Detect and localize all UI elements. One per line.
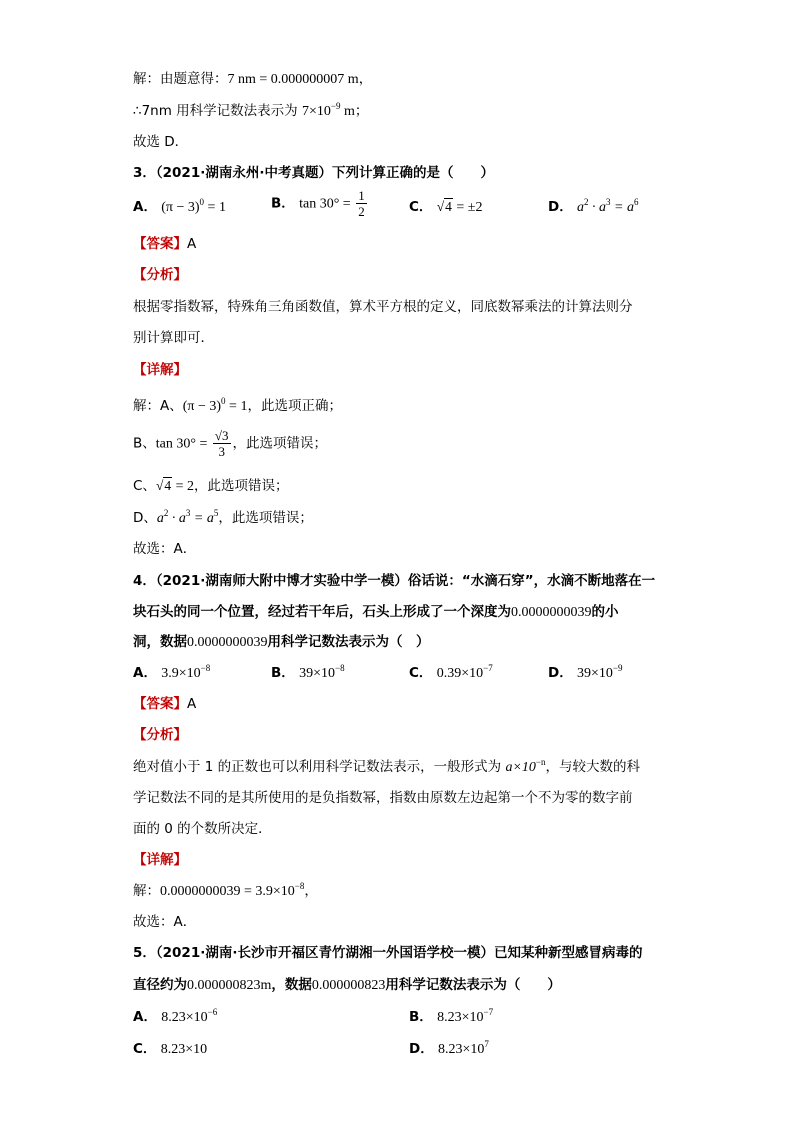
prev-solution-line3: 故选 D． bbox=[133, 134, 189, 150]
q3-analysis-line2: 别计算即可． bbox=[133, 330, 214, 346]
math-exp: 3 bbox=[606, 197, 611, 207]
math-base: (π − 3) bbox=[182, 399, 222, 414]
answer-tag: 【答案】 bbox=[133, 696, 187, 712]
q5-option-c bbox=[133, 1037, 207, 1058]
prev-solution-line2 bbox=[133, 99, 368, 120]
text: 解：A、 bbox=[133, 398, 183, 414]
text: ，此选项错误； bbox=[232, 435, 328, 452]
sqrt-radicand: 4 bbox=[164, 478, 172, 493]
answer-value: A bbox=[187, 696, 197, 712]
math-base: 8.23×10 bbox=[437, 1010, 484, 1025]
math bbox=[436, 663, 493, 681]
math-exp: −8 bbox=[335, 663, 345, 673]
math-exp: 5 bbox=[213, 508, 219, 518]
math-var: a bbox=[577, 200, 585, 215]
q3-option-a bbox=[133, 195, 226, 216]
q3-detail-line3 bbox=[133, 474, 289, 495]
text: ∴7nm 用科学记数法表示为 bbox=[133, 103, 302, 119]
text: 的小 bbox=[591, 604, 619, 620]
q3-option-b bbox=[271, 188, 369, 219]
math-exp: −8 bbox=[294, 881, 305, 891]
option-label: A． bbox=[133, 199, 157, 215]
math-exp: 7 bbox=[484, 1039, 489, 1049]
math bbox=[299, 663, 345, 681]
q3-option-c bbox=[409, 195, 482, 216]
math-var: · a bbox=[168, 511, 186, 526]
fraction-numerator: √3 bbox=[214, 428, 229, 443]
fraction-denominator: 3 bbox=[218, 444, 225, 459]
math-exp: 6 bbox=[633, 197, 639, 207]
q4-answer bbox=[133, 692, 196, 712]
text: D、 bbox=[133, 510, 157, 526]
q4-detail-tag: 【详解】 bbox=[133, 852, 187, 868]
math bbox=[577, 197, 639, 215]
text: 块石头的同一个位置，经过若干年后，石头上形成了一个深度为 bbox=[133, 604, 511, 620]
math-base: 0.39×10 bbox=[436, 666, 484, 681]
math: tan 30° = bbox=[155, 436, 211, 452]
math-var: = a bbox=[190, 511, 214, 526]
math-exp: −8 bbox=[200, 663, 211, 673]
question-5-title-line2 bbox=[133, 973, 561, 994]
math-rest: = 2 bbox=[172, 479, 195, 494]
q3-detail-line4 bbox=[133, 506, 313, 527]
math-rest: = 1 bbox=[225, 399, 248, 414]
math: tan 30° = bbox=[299, 196, 355, 212]
q4-option-d bbox=[548, 661, 623, 682]
text: ，此选项错误； bbox=[218, 510, 313, 526]
math: 0.000000823m bbox=[187, 978, 272, 993]
math-base: 8.23×10 bbox=[160, 1042, 208, 1057]
math-exp: −7 bbox=[483, 663, 493, 673]
text: 洞，数据 bbox=[133, 634, 187, 650]
math: 0.0000000039 bbox=[187, 635, 268, 650]
math bbox=[156, 508, 219, 526]
math-base: (π − 3) bbox=[161, 200, 200, 215]
sqrt: √4 bbox=[155, 478, 172, 493]
q4-detail-line1 bbox=[133, 879, 318, 900]
q5-option-d bbox=[409, 1037, 489, 1058]
math-base: 3.9×10 bbox=[161, 666, 201, 681]
text: 解：由题意得： bbox=[133, 71, 228, 87]
math bbox=[301, 101, 355, 119]
question-3-title: 3．（2021·湖南永州·中考真题）下列计算正确的是（ ） bbox=[133, 165, 494, 181]
math-exp: −6 bbox=[207, 1007, 218, 1017]
fraction bbox=[213, 428, 231, 459]
math-exp: 3 bbox=[185, 508, 191, 518]
math-exp: 0 bbox=[221, 396, 226, 406]
fraction bbox=[356, 188, 367, 219]
answer-tag: 【答案】 bbox=[133, 236, 187, 252]
question-4-title-line1: 4．（2021·湖南师大附中博才实验中学一模）俗话说：“水滴石穿”，水滴不断地落在一 bbox=[133, 573, 656, 589]
math-base: a×10 bbox=[505, 760, 536, 775]
math bbox=[182, 396, 248, 414]
option-label: A． bbox=[133, 665, 157, 681]
text: ，此选项错误； bbox=[194, 478, 289, 494]
math-exp: −9 bbox=[612, 663, 623, 673]
option-label: C． bbox=[133, 1041, 157, 1057]
option-label: D． bbox=[548, 665, 573, 681]
q3-analysis-tag: 【分析】 bbox=[133, 267, 187, 283]
math-rest: = ±2 bbox=[452, 200, 483, 215]
question-4-title-line3 bbox=[133, 630, 430, 651]
option-label: A． bbox=[133, 1009, 157, 1025]
math bbox=[437, 1007, 494, 1025]
option-label: C． bbox=[409, 665, 433, 681]
math-rest: = 1 bbox=[204, 200, 226, 215]
answer-value: A bbox=[187, 236, 197, 252]
question-4-title-line2 bbox=[133, 600, 619, 621]
math-exp: 2 bbox=[163, 508, 169, 518]
math-exp: −7 bbox=[483, 1007, 494, 1017]
q5-option-a bbox=[133, 1005, 217, 1026]
text: ， bbox=[358, 71, 373, 87]
text: 解： bbox=[133, 883, 160, 899]
q3-option-d bbox=[548, 195, 638, 216]
option-label: D． bbox=[548, 199, 573, 215]
math-base: 7×10 bbox=[301, 104, 331, 119]
text: 用科学记数法表示为（ ） bbox=[267, 634, 430, 650]
q4-analysis-tag: 【分析】 bbox=[133, 727, 187, 743]
q4-analysis-line1 bbox=[133, 755, 640, 776]
math-base: 39×10 bbox=[299, 666, 335, 681]
q5-option-b bbox=[409, 1005, 493, 1026]
fraction-numerator: 1 bbox=[358, 188, 365, 203]
math-var: a bbox=[156, 511, 164, 526]
math bbox=[505, 757, 546, 775]
q4-option-c bbox=[409, 661, 493, 682]
math-unit: m bbox=[340, 104, 355, 119]
math-var: · a bbox=[588, 200, 607, 215]
math-base: 39×10 bbox=[577, 666, 613, 681]
q4-analysis-line3: 面的 0 的个数所决定． bbox=[133, 821, 272, 837]
option-label: B． bbox=[271, 665, 295, 681]
fraction-denominator: 2 bbox=[358, 204, 365, 219]
math: 0.000000823 bbox=[311, 978, 386, 993]
sqrt-radicand: 4 bbox=[445, 199, 452, 214]
option-label: B． bbox=[409, 1009, 433, 1025]
math-var: = a bbox=[610, 200, 634, 215]
question-5-title-line1: 5．（2021·湖南·长沙市开福区青竹湖湘一外国语学校一模）已知某种新型感冒病毒的 bbox=[133, 945, 643, 961]
math bbox=[161, 197, 226, 215]
text: ，与较大数的科 bbox=[545, 759, 640, 775]
q4-analysis-line2: 学记数法不同的是其所使用的是负指数幂，指数由原数左边起第一个不为零的数字前 bbox=[133, 790, 633, 806]
text: ； bbox=[354, 103, 369, 119]
q3-detail-tag: 【详解】 bbox=[133, 362, 187, 378]
q3-detail-line1 bbox=[133, 394, 342, 415]
option-label: B． bbox=[271, 195, 295, 212]
math-exp: 0 bbox=[199, 197, 205, 207]
math-exp: −9 bbox=[330, 101, 341, 111]
math bbox=[161, 1007, 218, 1025]
text: ，此选项正确； bbox=[247, 398, 342, 414]
math-exp: 2 bbox=[584, 197, 589, 207]
math bbox=[438, 1039, 489, 1057]
math bbox=[161, 1042, 207, 1057]
text: C、 bbox=[133, 478, 156, 494]
prev-solution-line1 bbox=[133, 67, 372, 88]
text: 绝对值小于 1 的正数也可以利用科学记数法表示，一般形式为 bbox=[133, 759, 506, 775]
q4-option-a bbox=[133, 661, 210, 682]
text: 直径约为 bbox=[133, 977, 187, 993]
text: B、 bbox=[133, 435, 156, 452]
q3-conclusion: 故选：A． bbox=[133, 541, 197, 557]
text: ，数据 bbox=[271, 977, 312, 993]
math bbox=[161, 663, 211, 681]
math-exp: −n bbox=[535, 757, 546, 767]
math: 0.0000000039 bbox=[511, 605, 592, 620]
option-label: C． bbox=[409, 199, 433, 215]
q3-analysis-line1: 根据零指数幂，特殊角三角函数值，算术平方根的定义，同底数幂乘法的计算法则分 bbox=[133, 299, 633, 315]
math-base: 8.23×10 bbox=[161, 1010, 208, 1025]
option-label: D． bbox=[409, 1041, 434, 1057]
q3-detail-line2 bbox=[133, 428, 327, 459]
sqrt: √4 bbox=[436, 199, 452, 214]
q4-conclusion: 故选：A． bbox=[133, 914, 197, 930]
math bbox=[577, 663, 623, 681]
text: 用科学记数法表示为（ ） bbox=[385, 977, 561, 993]
text: ， bbox=[304, 883, 318, 899]
math-base: 8.23×10 bbox=[438, 1042, 485, 1057]
math bbox=[160, 881, 305, 899]
math: 7 nm = 0.000000007 m bbox=[227, 72, 359, 87]
q4-option-b bbox=[271, 661, 345, 682]
q3-answer bbox=[133, 232, 196, 252]
math-base: 0.0000000039 = 3.9×10 bbox=[160, 884, 295, 899]
